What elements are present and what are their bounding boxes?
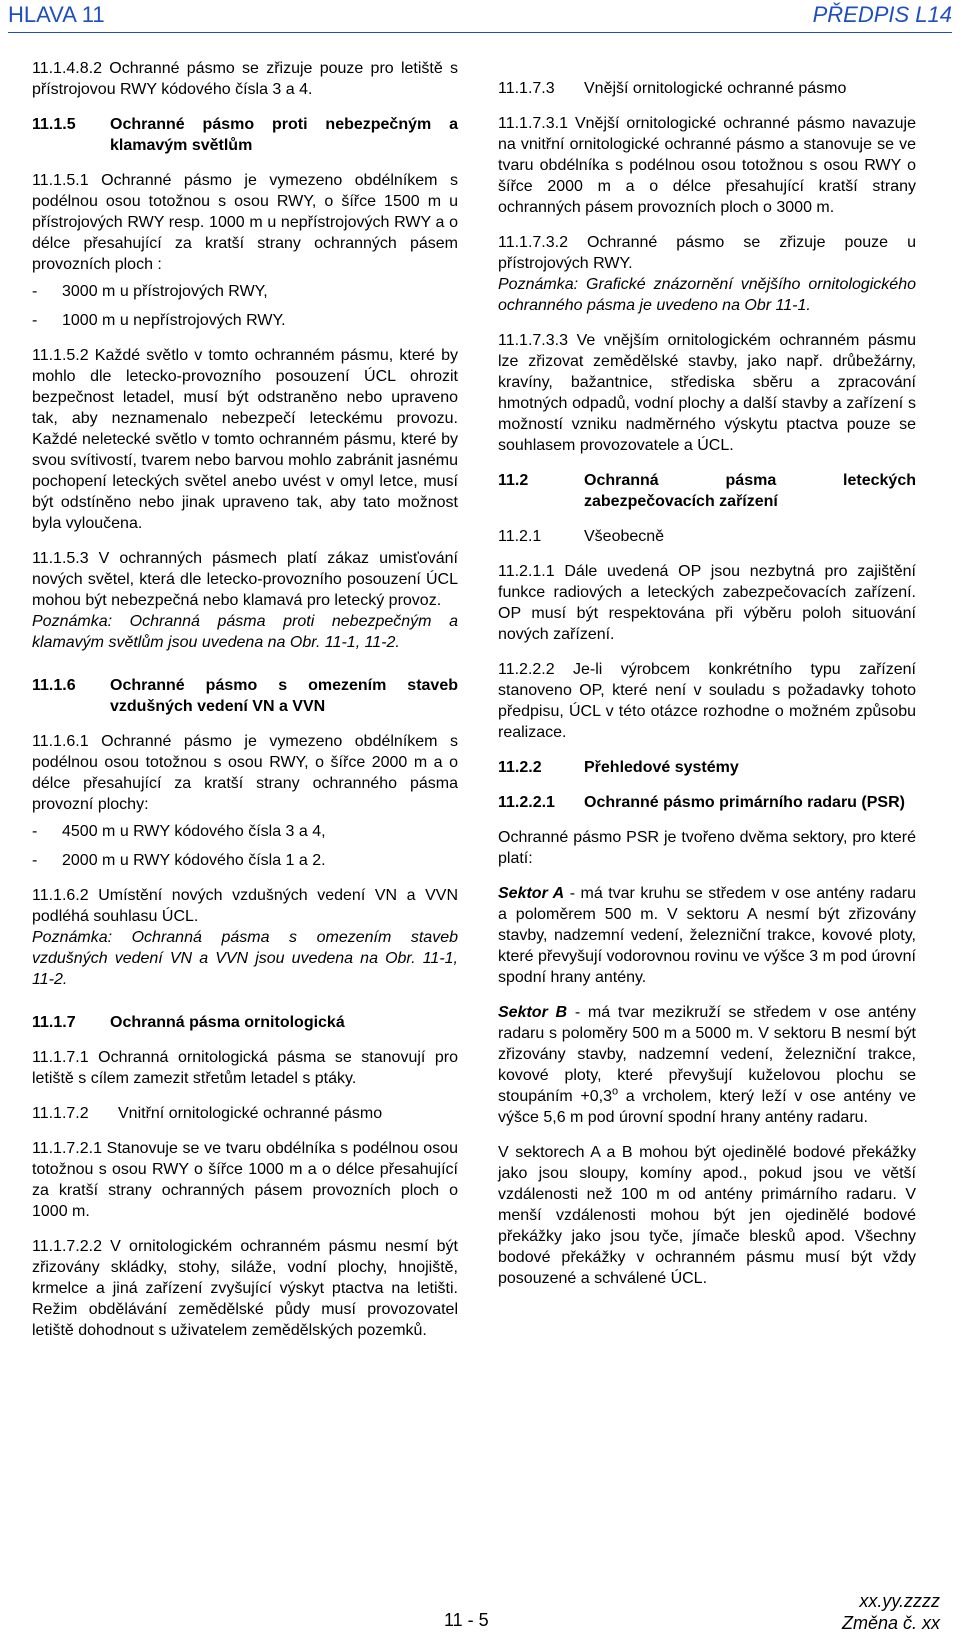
heading-11-2-1: 11.2.1 Všeobecně: [498, 528, 665, 545]
paragraph-11-1-7-2-2: 11.1.7.2.2 V ornitologickém ochranném pásmu nesmí být zřizovány skládky, stohy, siláže, vodní plochy, hnojiště, krmelce a jiná zařízení zvyšující výskyt ptactva na letišti. Režim obdělávání zemědělské půdy musí provozovatel letiště dohodnout s uživatelem zemědělských pozemků.: [32, 1238, 458, 1339]
sector-a-label: Sektor A: [498, 885, 565, 902]
paragraph-11-1-4-8-2: 11.1.4.8.2 Ochranné pásmo se zřizuje pouze pro letiště s přístrojovou RWY kódového čísla 3 a 4.: [32, 60, 458, 98]
paragraph-11-2-1-1: 11.2.1.1 Dále uvedená OP jsou nezbytná pro zajištění funkce radiových a leteckých zabezpečovacích zařízení. OP musí být respektována při výběru poloh situování nových zařízení.: [498, 563, 916, 643]
heading-11-1-6: 11.1.6 Ochranné pásmo s omezením staveb vzdušných vedení VN a VVN: [32, 677, 458, 715]
footer-revision: [842, 1590, 940, 1634]
paragraph-11-1-5-2: 11.1.5.2 Každé světlo v tomto ochranném pásmu, které by mohlo dle letecko-provozního posouzení ÚCL ohrozit bezpečnost letadel, musí být odstraněno nebo upraveno tak, aby neznamenalo nebezpečí leteckému provozu. Každé neletecké světlo v tomto ochranném pásmu, které by svou svítivostí, tvarem nebo barvou mohlo zabránit jasnému pochopení leteckých světel anebo uvést v omyl letce, musí být odstíněno nebo jinak upraveno tak, aby tato možnost byla vyloučena.: [32, 347, 458, 532]
note-1: Poznámka: Ochranná pásma proti nebezpečným a klamavým světlům jsou uvedena na Obr. 11-1, 11-2.: [32, 613, 458, 651]
paragraph-sector-b: Sektor B - má tvar mezikruží se středem v ose antény radaru s poloměry 500 m a 5000 m. V sektoru B nesmí být zřizovány stavby, nadzemní vedení, železniční trakce, kovové ploty, které převyšují kuželovou plochu se stoupáním $+0,3^o$ a vrcholem, který leží v ose antény ve výšce 5,6 m pod úrovní spodní hrany antény radaru.: [498, 1004, 917, 1126]
list-item: - 1000 m u nepřístrojových RWY.: [32, 312, 286, 329]
change-number: Změna č. xx: [841, 1613, 940, 1633]
paragraph-11-1-7-3-3: 11.1.7.3.3 Ve vnějším ornitologickém ochranném pásmu lze zřizovat zemědělské stavby, jako např. drůbežárny, kravíny, bažantnice, střediska sběru a zpracování hmotných odpadů, vodní plochy a další stavby a zařízení s možností vzniku nadměrného výskytu ptactva pouze se souhlasem provozovatele a ÚCL.: [498, 332, 916, 454]
paragraph-11-1-7-3-2: 11.1.7.3.2 Ochranné pásmo se zřizuje pouze u přístrojových RWY.: [498, 234, 916, 272]
paragraph-11-1-5-1: 11.1.5.1 Ochranné pásmo je vymezeno obdélníkem s podélnou osou totožnou s osou RWY, o šířce 1500 m u přístrojových RWY resp. 1000 m u nepřístrojových RWY a o délce přesahující za kratší strany ochranných pásem provozních ploch :: [32, 172, 458, 273]
header-rule: [8, 32, 952, 33]
paragraph-11-1-7-3-1: 11.1.7.3.1 Vnější ornitologické ochranné pásmo navazuje na vnitřní ornitologické ochranné pásmo a stanovuje se ve tvaru obdélníka s podélnou osou totožnou s osou RWY o šířce 2000 m a o délce přesahující kratší strany ochranných pásem provozních ploch o 3000 m.: [498, 115, 916, 216]
list-item: - 2000 m u RWY kódového čísla 1 a 2.: [32, 852, 326, 869]
heading-11-2-2-1: 11.2.2.1 Ochranné pásmo primárního radaru (PSR): [498, 794, 905, 811]
paragraph-11-1-6-2: 11.1.6.2 Umístění nových vzdušných vedení VN a VVN podléhá souhlasu ÚCL.: [32, 887, 458, 925]
paragraph-11-1-5-3: 11.1.5.3 V ochranných pásmech platí zákaz umisťování nových světel, která dle letecko-provozního posouzení ÚCL mohou být nebezpečná nebo klamavá pro letecký provoz.: [32, 550, 458, 609]
right-column: [498, 78, 916, 1303]
heading-11-2-2: 11.2.2 Přehledové systémy: [498, 759, 739, 776]
regulation-title: PŘEDPIS L14: [812, 2, 952, 27]
paragraph-psr: Ochranné pásmo PSR je tvořeno dvěma sektory, pro které platí:: [498, 829, 916, 867]
heading-11-1-7: 11.1.7 Ochranná pásma ornitologická: [32, 1014, 345, 1031]
heading-11-1-7-2: 11.1.7.2 Vnitřní ornitologické ochranné pásmo: [32, 1105, 383, 1122]
paragraph-11-2-2-2: 11.2.2.2 Je-li výrobcem konkrétního typu zařízení stanoveno OP, které není v souladu s požadavky tohoto předpisu, ÚCL v této otázce rozhodne o možném způsobu realizace.: [498, 661, 916, 741]
note-3: Poznámka: Grafické znázornění vnějšího ornitologického ochranného pásma je uvedeno na Obr 11-1.: [498, 276, 916, 314]
paragraph-sector-a: Sektor A - má tvar kruhu se středem v ose antény radaru a poloměrem 500 m. V sektoru A nesmí být zřizovány stavby, nadzemní vedení, železniční trakce, kovové ploty, které převyšují vodorovnou rovinu ve výšce 3 m pod úrovní spodní hrany antény.: [498, 885, 917, 986]
heading-11-1-7-3: 11.1.7.3 Vnější ornitologické ochranné pásmo: [498, 80, 847, 97]
paragraph-11-1-6-1: 11.1.6.1 Ochranné pásmo je vymezeno obdélníkem s podélnou osou totožnou s osou RWY, o šířce 2000 m a o délce přesahující za kratší strany ochranného pásma provozní plochy:: [32, 733, 458, 813]
paragraph-sectors-ab: V sektorech A a B mohou být ojedinělé bodové překážky jako jsou sloupy, komíny apod., pokud jsou ve větší vzdálenosti než 100 m od antény primárního radaru. V menší vzdálenosti mohou být jen ojedinělé bodové překážky jako jsou tyče, jímače blesků apod. Všechny bodové překážky v ochranném pásmu musí být vždy posouzené a schválené ÚCL.: [498, 1144, 916, 1287]
paragraph-11-1-7-2-1: 11.1.7.2.1 Stanovuje se ve tvaru obdélníka s podélnou osou totožnou s osou RWY o šířce 1000 m a o délce přesahující za kratší strany ochranných pásem provozních ploch o 1000 m.: [32, 1140, 458, 1220]
heading-11-1-5: 11.1.5 Ochranné pásmo proti nebezpečným a klamavým světlům: [32, 116, 458, 154]
revision-date: xx.yy.zzzz: [859, 1591, 940, 1611]
list-item: - 3000 m u přístrojových RWY,: [32, 283, 268, 300]
left-column: [32, 58, 458, 1355]
chapter-title: HLAVA 11: [8, 2, 105, 27]
sector-b-label: Sektor B: [498, 1004, 568, 1021]
page-header: [0, 0, 960, 36]
paragraph-11-1-7-1: 11.1.7.1 Ochranná ornitologická pásma se stanovují pro letiště s cílem zamezit střetům letadel s ptáky.: [32, 1049, 458, 1087]
note-2: Poznámka: Ochranná pásma s omezením staveb vzdušných vedení VN a VVN jsou uvedena na Obr. 11-1, 11-2.: [32, 929, 458, 988]
list-item: - 4500 m u RWY kódového čísla 3 a 4,: [32, 823, 326, 840]
heading-11-2: 11.2 Ochranná pásma leteckých zabezpečovacích zařízení: [498, 472, 916, 510]
page-number: 11 - 5: [444, 1610, 489, 1630]
